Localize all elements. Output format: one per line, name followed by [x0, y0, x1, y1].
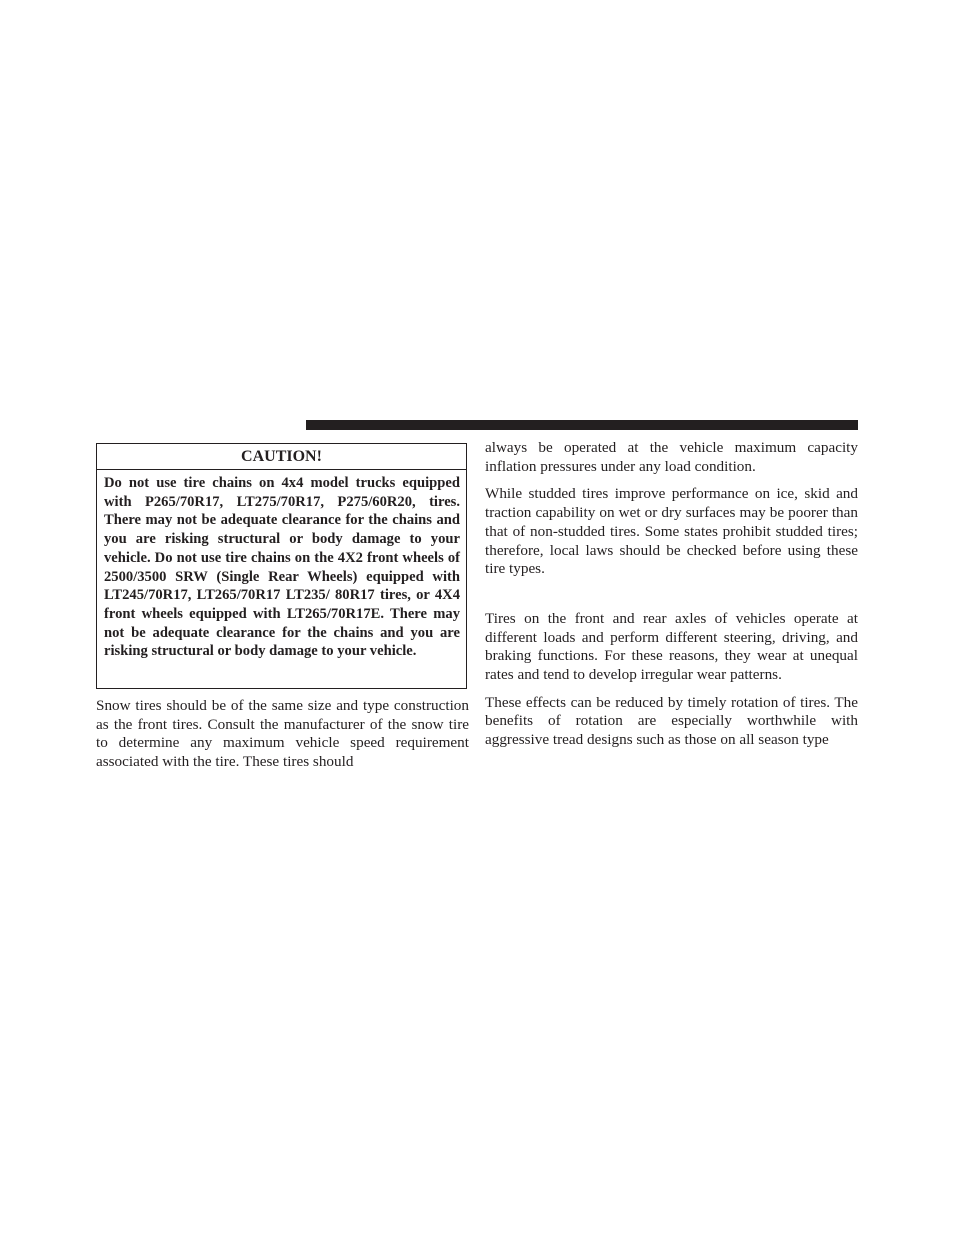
rotation-benefits-paragraph: These effects can be reduced by timely rotation of tires. The benefits of rotation are especially worthwhile with aggressive tread designs such as those on all season type: [485, 693, 858, 749]
left-column: [96, 697, 469, 772]
caution-title: CAUTION!: [97, 444, 466, 470]
studded-tires-paragraph: While studded tires improve performance on ice, skid and traction capability on wet or dry surfaces may be poorer than that of non-studded tires. Some states prohibit studded tires; therefore, local laws should be checked before using these tire types.: [485, 485, 858, 578]
tire-rotation-paragraph: Tires on the front and rear axles of vehicles operate at different loads and perform different steering, driving, and braking functions. For these reasons, they wear at unequal rates and tend to develop irregular wear patterns.: [485, 609, 858, 684]
snow-tires-paragraph: Snow tires should be of the same size and type construction as the front tires. Consult the manufacturer of the snow tire to determine any maximum vehicle speed requirement associated with the tire. These tires should: [96, 697, 469, 771]
inflation-paragraph: always be operated at the vehicle maximum capacity inflation pressures under any load condition.: [485, 439, 858, 475]
right-column: [485, 439, 858, 750]
section-header-bar: [306, 420, 858, 430]
caution-body: Do not use tire chains on 4x4 model trucks equipped with P265/70R17, LT275/70R17, P275/60R20, tires. There may not be adequate clearance for the chains and you are risking structural or body damage to your vehicle. Do not use tire chains on the 4X2 front wheels of 2500/3500 SRW (Single Rear Wheels) equipped with LT245/70R17, LT265/70R17 LT235/ 80R17 tires, or 4X4 front wheels equipped with LT265/70R17E. There may not be adequate clearance for the chains and you are risking structural or body damage to your vehicle.: [104, 475, 460, 660]
caution-box: [96, 443, 467, 689]
